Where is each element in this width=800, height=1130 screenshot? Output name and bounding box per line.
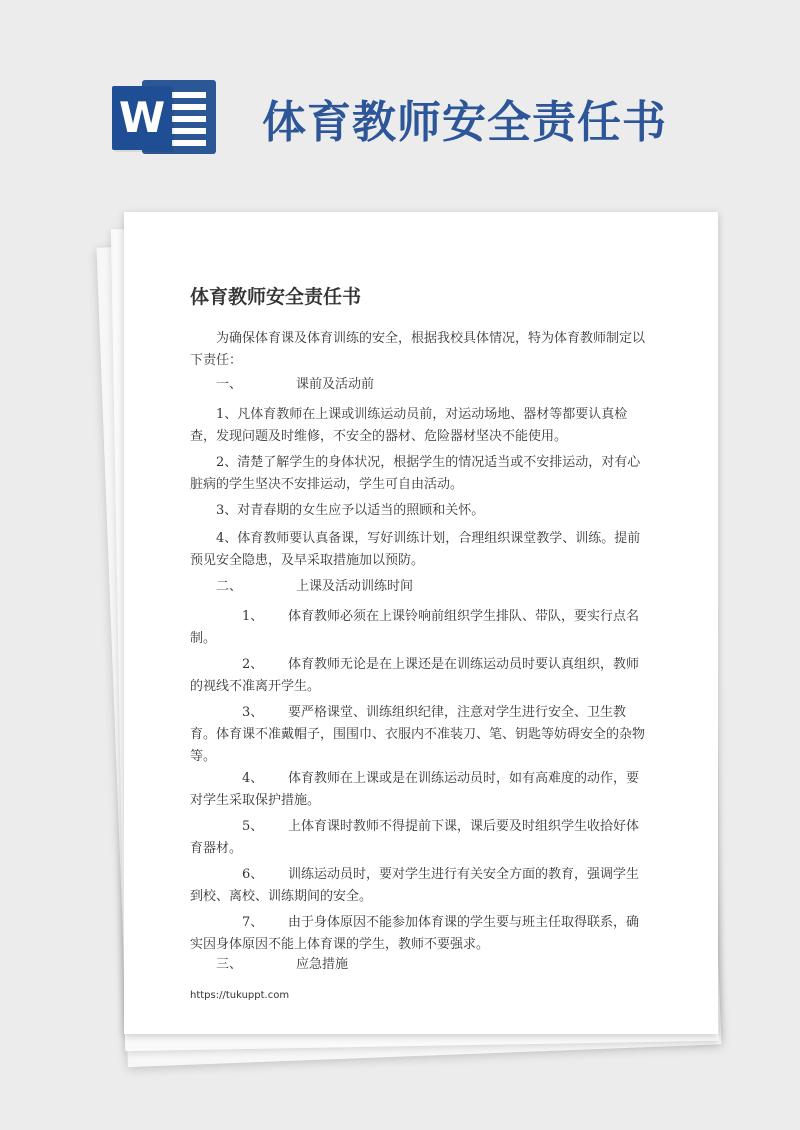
item-number: 3、	[242, 705, 264, 720]
word-icon-letter: W	[112, 86, 172, 150]
item-text: 训练运动员时，要对学生进行有关安全方面的教育，强调学生到校、离校、训练期间的安全。	[190, 867, 640, 904]
section-label: 应急措施	[296, 957, 349, 972]
section-label: 上课及活动训练时间	[296, 579, 414, 594]
intro-paragraph: 为确保体育课及体育训练的安全，根据我校具体情况，特为体育教师制定以下责任：	[190, 331, 646, 368]
item-number: 1、	[242, 609, 264, 624]
item-number: 5、	[242, 819, 264, 834]
section-heading-3	[216, 954, 348, 976]
section-number: 三、	[216, 957, 243, 972]
paragraph-item	[190, 864, 646, 908]
paragraph-item	[190, 912, 646, 956]
item-number: 2、	[242, 657, 264, 672]
section-heading-1	[216, 374, 374, 396]
paragraph-item: 4、体育教师要认真备课，写好训练计划，合理组织课堂教学、训练。提前预见安全隐患，及早采取措施加以预防。	[190, 531, 641, 568]
banner-title: 体育教师安全责任书	[262, 97, 667, 148]
item-number: 4、	[242, 771, 264, 786]
section-label: 课前及活动前	[296, 377, 375, 392]
paragraph-item	[190, 768, 646, 812]
document-page	[124, 212, 718, 1034]
item-number: 6、	[242, 867, 264, 882]
paragraph-item	[190, 654, 646, 698]
paragraph-item: 1、凡体育教师在上课或训练运动员前，对运动场地、器材等都要认真检查，发现问题及时维修，不安全的器材、危险器材坚决不能使用。	[190, 407, 628, 444]
item-text: 体育教师无论是在上课还是在训练运动员时要认真组织，教师的视线不准离开学生。	[190, 657, 640, 694]
item-text: 上体育课时教师不得提前下课，课后要及时组织学生收拾好体育器材。	[190, 819, 640, 856]
word-document-icon	[112, 76, 216, 158]
header-banner	[0, 0, 800, 200]
item-text: 体育教师在上课或是在训练运动员时，如有高难度的动作，要对学生采取保护措施。	[190, 771, 640, 808]
item-number: 7、	[242, 915, 264, 930]
paragraph-item: 3、对青春期的女生应予以适当的照顾和关怀。	[216, 503, 485, 518]
item-text: 由于身体原因不能参加体育课的学生要与班主任取得联系，确实因身体原因不能上体育课的学生，教师不要强求。	[190, 915, 640, 952]
paragraph-item	[190, 606, 646, 650]
paragraph-item: 2、清楚了解学生的身体状况，根据学生的情况适当或不安排运动，对有心脏病的学生坚决不安排运动，学生可自由活动。	[190, 455, 641, 492]
footer-url: https://tukuppt.com	[190, 990, 290, 1001]
document-title: 体育教师安全责任书	[190, 286, 362, 308]
paragraph-item	[190, 702, 646, 768]
section-number: 二、	[216, 579, 243, 594]
paragraph-item	[190, 816, 646, 860]
section-number: 一、	[216, 377, 243, 392]
section-heading-2	[216, 576, 413, 598]
item-text: 体育教师必须在上课铃响前组织学生排队、带队，要实行点名制。	[190, 609, 640, 646]
item-text: 要严格课堂、训练组织纪律，注意对学生进行安全、卫生教育。体育课不准戴帽子，围围巾、衣服内不准装刀、笔、钥匙等妨碍安全的杂物等。	[190, 705, 646, 764]
